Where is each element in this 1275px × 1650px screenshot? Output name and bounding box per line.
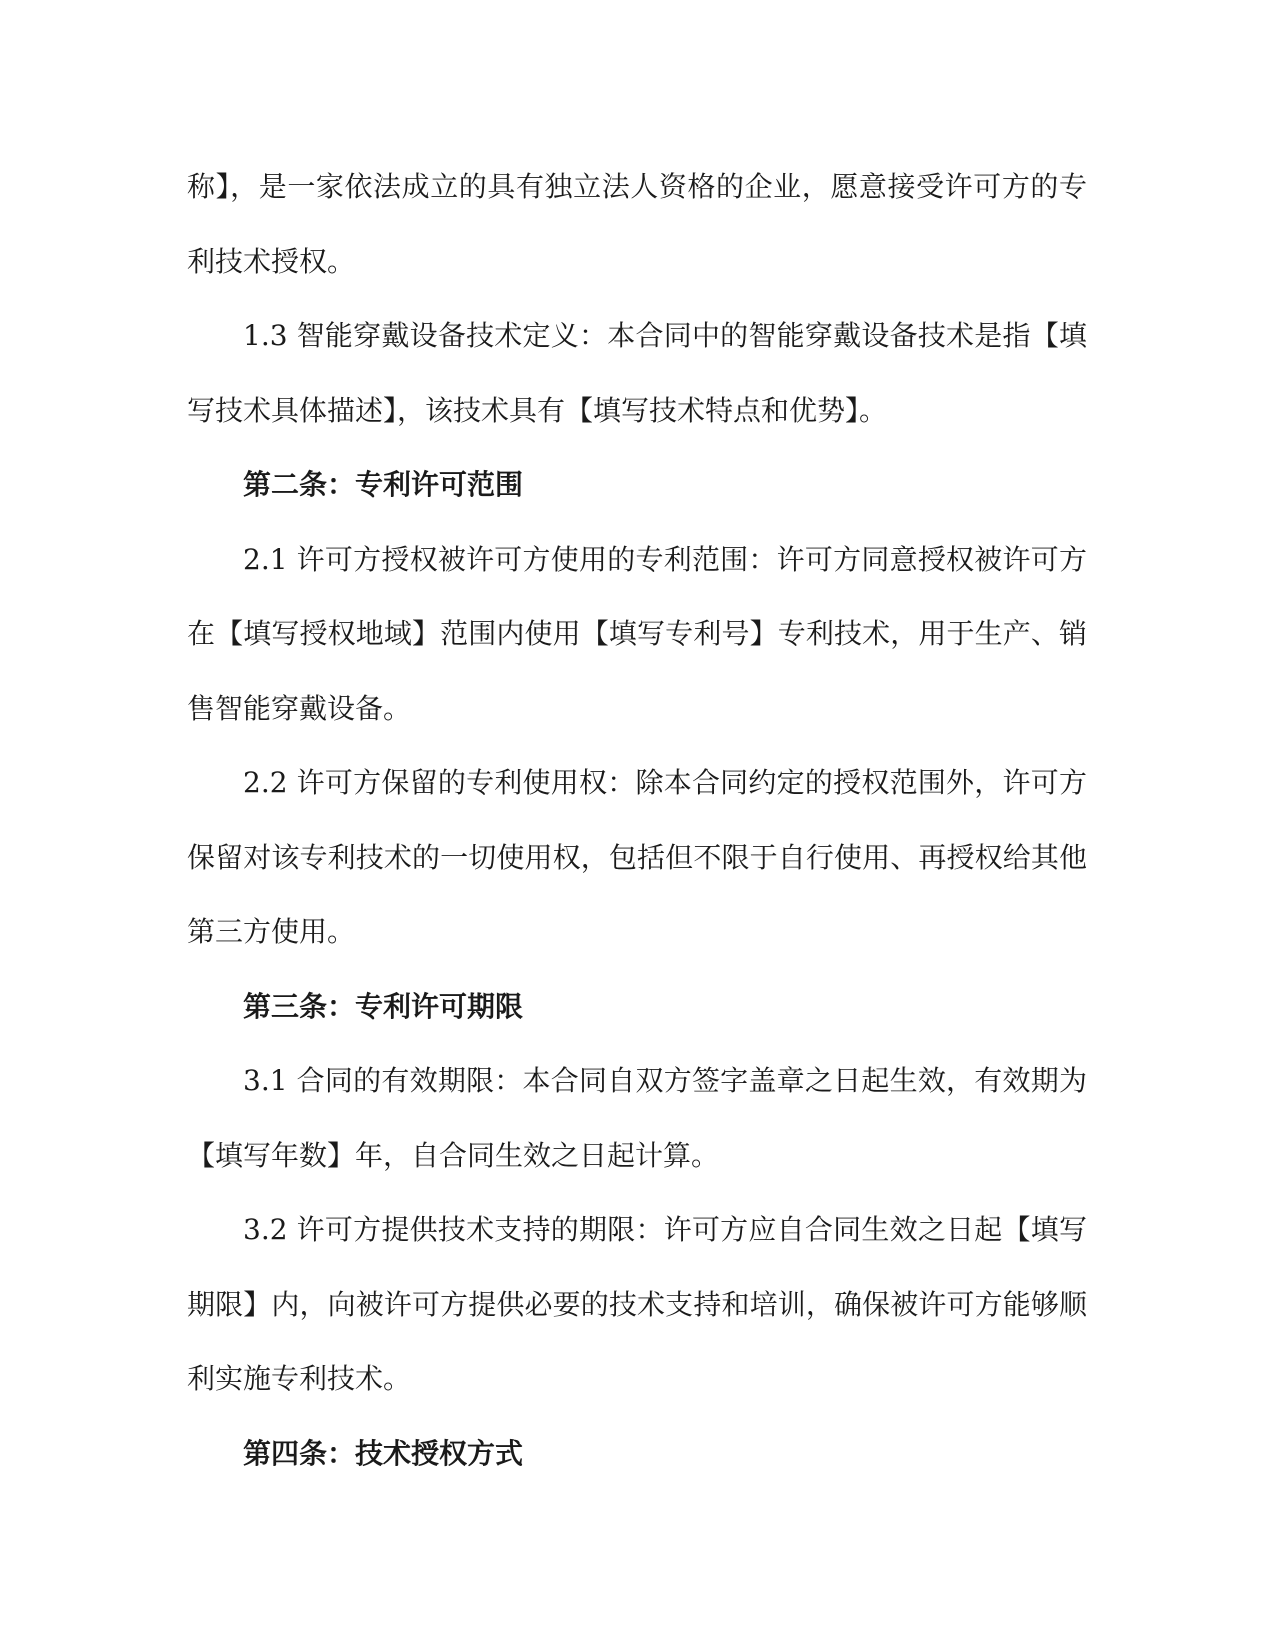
paragraph-2-2: 2.2 许可方保留的专利使用权：除本合同约定的授权范围外，许可方保留对该专利技术的一切使用权，包括但不限于自行使用、再授权给其他第三方使用。 [187, 766, 1087, 948]
paragraph-1-3: 1.3 智能穿戴设备技术定义：本合同中的智能穿戴设备技术是指【填写技术具体描述】，该技术具有【填写技术特点和优势】。 [187, 319, 1087, 427]
heading-article-2: 第二条：专利许可范围 [243, 468, 524, 501]
heading-article-3: 第三条：专利许可期限 [243, 989, 524, 1023]
paragraph-3-2: 3.2 许可方提供技术支持的期限：许可方应自合同生效之日起【填写期限】内，向被许可方提供必要的技术支持和培训，确保被许可方能够顺利实施专利技术。 [187, 1213, 1087, 1395]
paragraph-continuation: 称】，是一家依法成立的具有独立法人资格的企业，愿意接受许可方的专利技术授权。 [187, 170, 1087, 278]
paragraph-3-1: 3.1 合同的有效期限：本合同自双方签字盖章之日起生效，有效期为【填写年数】年，自合同生效之日起计算。 [187, 1064, 1087, 1172]
paragraph-2-1: 2.1 许可方授权被许可方使用的专利范围：许可方同意授权被许可方在【填写授权地域】范围内使用【填写专利号】专利技术，用于生产、销售智能穿戴设备。 [187, 542, 1087, 725]
document-page [187, 150, 1087, 1491]
heading-article-4: 第四条：技术授权方式 [243, 1436, 524, 1470]
